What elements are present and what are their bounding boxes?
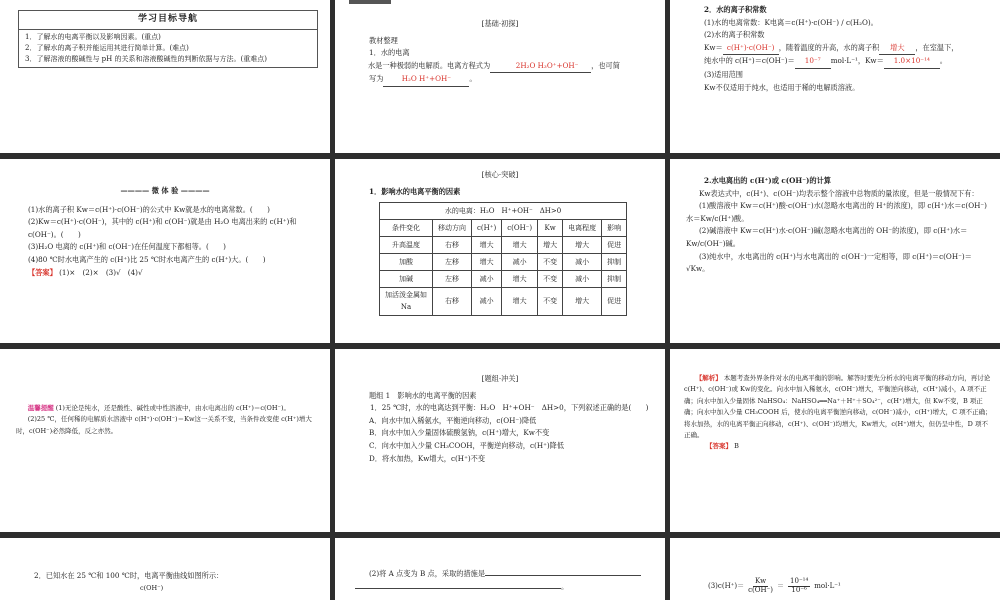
table-row: 加酸 左移 增大 减小 不变 减小 抑制 — [380, 254, 627, 271]
text: 。 — [469, 74, 477, 84]
table-caption: 水的电离：H₂O H⁺+OH⁻ ΔH>0 — [380, 203, 627, 220]
slide-warm-tip — [0, 349, 330, 532]
answer-blank: 10⁻⁷ — [795, 55, 831, 69]
text: 。 — [561, 581, 569, 591]
goal-item: 3．了解溶液的酸碱性与 pH 的关系和溶液酸碱性的判断依据与方法。(重难点) — [25, 55, 267, 64]
text: mol·L⁻¹，Kw＝ — [830, 56, 884, 66]
option: A．向水中加入稀氨水，平衡逆向移动，c(OH⁻)降低 — [369, 415, 537, 425]
answer-label: 【答案】 — [706, 442, 732, 451]
question-text: (2)将 A 点变为 B 点，采取的措施是 — [369, 569, 486, 578]
slide-question-2-part3 — [670, 538, 1000, 600]
text: 纯水中的 c(H⁺)＝c(OH⁻)＝ — [704, 56, 795, 66]
answer-blank: 2H₂O H₃O⁺+OH⁻ — [490, 60, 591, 74]
goal-item: 2．了解水的离子积并能运用其进行简单计算。(难点) — [25, 43, 189, 52]
text: 写为 — [369, 74, 384, 84]
slide-practice — [335, 349, 665, 532]
text: Kw＝ — [704, 42, 723, 52]
slide-ion-product — [670, 0, 1000, 153]
formula: (3)c(H⁺)＝ Kw c(OH⁻) ＝ 10⁻¹⁴ 10⁻⁶ mol·L⁻¹ — [708, 577, 841, 594]
text: ，也可简 — [591, 60, 620, 70]
analysis-text: 本题考查外界条件对水的电离平衡的影响。解答时要先分析水的电离平衡的移动方向，再讨论 c(H⁺)、c(OH⁻)或 Kw的变化。向水中加入稀氨水，c(OH⁻)增大，平衡逆向移动，c(H⁺)减小，A 项不正确；向水中加入少量固体 NaHSO₄：NaHSO₄══Na⁺＋H⁺＋SO₄²⁻，c(H⁺)增大，但 Kw不变，B 项正确；向水中加入少量 CH₃COOH 后，使水的电离平衡逆向移动，c(OH⁻)减小，c(H⁺)增大，C 项不正确；将水加热，水的电离平衡正向移动，c(H⁺)、c(OH⁻)均增大，Kw增大，c(H⁺)增大，但仍呈中性，D 项不正确。 — [684, 374, 992, 439]
slide-micro-experience — [0, 159, 330, 343]
paragraph: (1)酸溶液中 Kw＝c(H⁺)酸·c(OH⁻)水(忽略水电离出的 H⁺的浓度)，即 c(H⁺)水＝c(OH⁻)水＝Kw/c(H⁺)酸。 — [686, 201, 987, 223]
answer-blank: c(H⁺)·c(OH⁻) — [723, 42, 779, 56]
answer-text: (1)× (2)× (3)√ (4)√ — [59, 267, 143, 277]
slide-analysis — [670, 349, 1000, 532]
table-row: 加活泼金属如 Na 右移 减小 增大 不变 增大 促进 — [380, 288, 627, 316]
question-stem: 1．25 ℃时，水的电离达到平衡：H₂O H⁺+OH⁻ ΔH>0，下列叙述正确的是( ) — [369, 403, 649, 413]
text: Kw不仅适用于纯水，也适用于稀的电解质溶液。 — [704, 82, 860, 92]
answer-blank: 增大 — [879, 42, 915, 56]
section-header: [核心·突破] — [481, 170, 519, 179]
fraction: Kw c(OH⁻) — [748, 577, 774, 594]
text: 水是一种极弱的电解质。电离方程式为 — [367, 60, 491, 70]
fraction: 10⁻¹⁴ 10⁻⁶ — [790, 577, 809, 594]
option: B．向水中加入少量固体硫酸氢钠，c(H⁺)增大，Kw不变 — [369, 428, 550, 438]
text: (1)水的电离常数：K电离＝c(H⁺)·c(OH⁻) / c(H₂O)。 — [704, 17, 878, 27]
slide-title: ———— 微 体 验 ———— — [120, 186, 210, 195]
option: C．向水中加入少量 CH₃COOH，平衡逆向移动，c(H⁺)降低 — [369, 440, 565, 450]
paragraph: (1)无论是纯水，还是酸性、碱性或中性溶液中，由水电离出的 c(H⁺)＝c(OH⁻)。 — [55, 404, 290, 412]
question-stem: 2．已知水在 25 ℃和 100 ℃时，电离平衡曲线如图所示： — [34, 571, 224, 580]
answer-blank — [355, 588, 561, 589]
slide-question-2 — [0, 538, 330, 600]
goal-item: 1．了解水的电离平衡以及影响因素。(重点) — [25, 32, 161, 41]
section-header: [基础·初探] — [481, 19, 519, 28]
slide-title: 2.水电离出的 c(H⁺)或 c(OH⁻)的计算 — [704, 176, 831, 185]
factors-table — [379, 202, 627, 316]
question: (1)水的离子积 Kw＝c(H⁺)·c(OH⁻)的公式中 Kw就是水的电离常数。( ) — [28, 204, 270, 214]
text: (2)水的离子积常数 — [704, 30, 765, 40]
answer-blank: H₂O H⁺+OH⁻ — [383, 73, 469, 87]
question: (3)H₂O 电离的 c(H⁺)和 c(OH⁻)在任何温度下都相等。( ) — [28, 242, 226, 252]
sub-title: 1．水的电离 — [369, 48, 410, 58]
paragraph: (2)25 ℃，任何稀的电解质水溶液中 c(H⁺)·c(OH⁻)＝Kw这一关系不变，当条件改变使 c(H⁺)增大时，c(OH⁻)必然降低，反之亦然。 — [16, 415, 312, 435]
question: (2)Kw＝c(H⁺)·c(OH⁻)，其中的 c(H⁺)和 c(OH⁻)就是由 H₂O 电离出来的 c(H⁺)和 c(OH⁻)。( ) — [28, 217, 297, 239]
tip-label: 温馨提醒 — [27, 404, 54, 412]
paragraph: Kw表达式中，c(H⁺)、c(OH⁻)均表示整个溶液中总物质的量浓度，但是一般情况下有： — [698, 188, 979, 198]
slide-title: 2．水的离子积常数 — [704, 5, 767, 14]
option: D．将水加热，Kw增大，c(H⁺)不变 — [369, 453, 486, 463]
paragraph: (2)碱溶液中 Kw＝c(H⁺)水·c(OH⁻)碱(忽略水电离出的 OH⁻的浓度)，即 c(H⁺)水＝Kw/c(OH⁻)碱。 — [686, 226, 968, 248]
answer-text: B — [734, 442, 739, 451]
slide-question-2-part2 — [335, 538, 665, 600]
answer-blank — [485, 575, 641, 576]
text: (3)适用范围 — [704, 69, 743, 79]
slide-basic-explore — [335, 0, 665, 153]
table-header-row: 条件变化 移动方向 c(H⁺) c(OH⁻) Kw 电离程度 影响 — [380, 220, 627, 237]
goal-box — [18, 10, 318, 68]
sub-heading: 教材整理 — [369, 35, 398, 45]
answer-blank: 1.0×10⁻¹⁴ — [884, 55, 940, 69]
question: (4)80 ℃时水电离产生的 c(H⁺)比 25 ℃时水电离产生的 c(H⁺)大。( ) — [28, 254, 266, 264]
answer-label: 【答案】 — [28, 267, 57, 277]
slide-water-ionization-calc — [670, 159, 1000, 343]
table-row: 加碱 左移 减小 增大 不变 减小 抑制 — [380, 271, 627, 288]
table-row: 升高温度 右移 增大 增大 增大 增大 促进 — [380, 237, 627, 254]
section-header: [题组·冲关] — [481, 374, 519, 383]
text: 。 — [939, 56, 947, 66]
slide-learning-goals — [0, 0, 330, 153]
slide-title: 1．影响水的电离平衡的因素 — [369, 186, 461, 196]
text: ，随着温度的升高，水的离子积 — [778, 42, 880, 52]
slide-top-bar — [349, 0, 391, 4]
analysis-label: 【解析】 — [695, 374, 722, 382]
group-title: 题组 1 影响水的电离平衡的因素 — [369, 390, 477, 400]
slide-core-breakthrough — [335, 159, 665, 343]
goal-title: 学习目标导航 — [19, 11, 317, 30]
paragraph: (3)纯水中，水电离出的 c(H⁺)与水电离出的 c(OH⁻)一定相等，即 c(H⁺)＝c(OH⁻)＝√Kw。 — [686, 251, 972, 274]
text: ，在室温下， — [915, 42, 959, 52]
axis-label: c(OH⁻) — [140, 583, 164, 592]
